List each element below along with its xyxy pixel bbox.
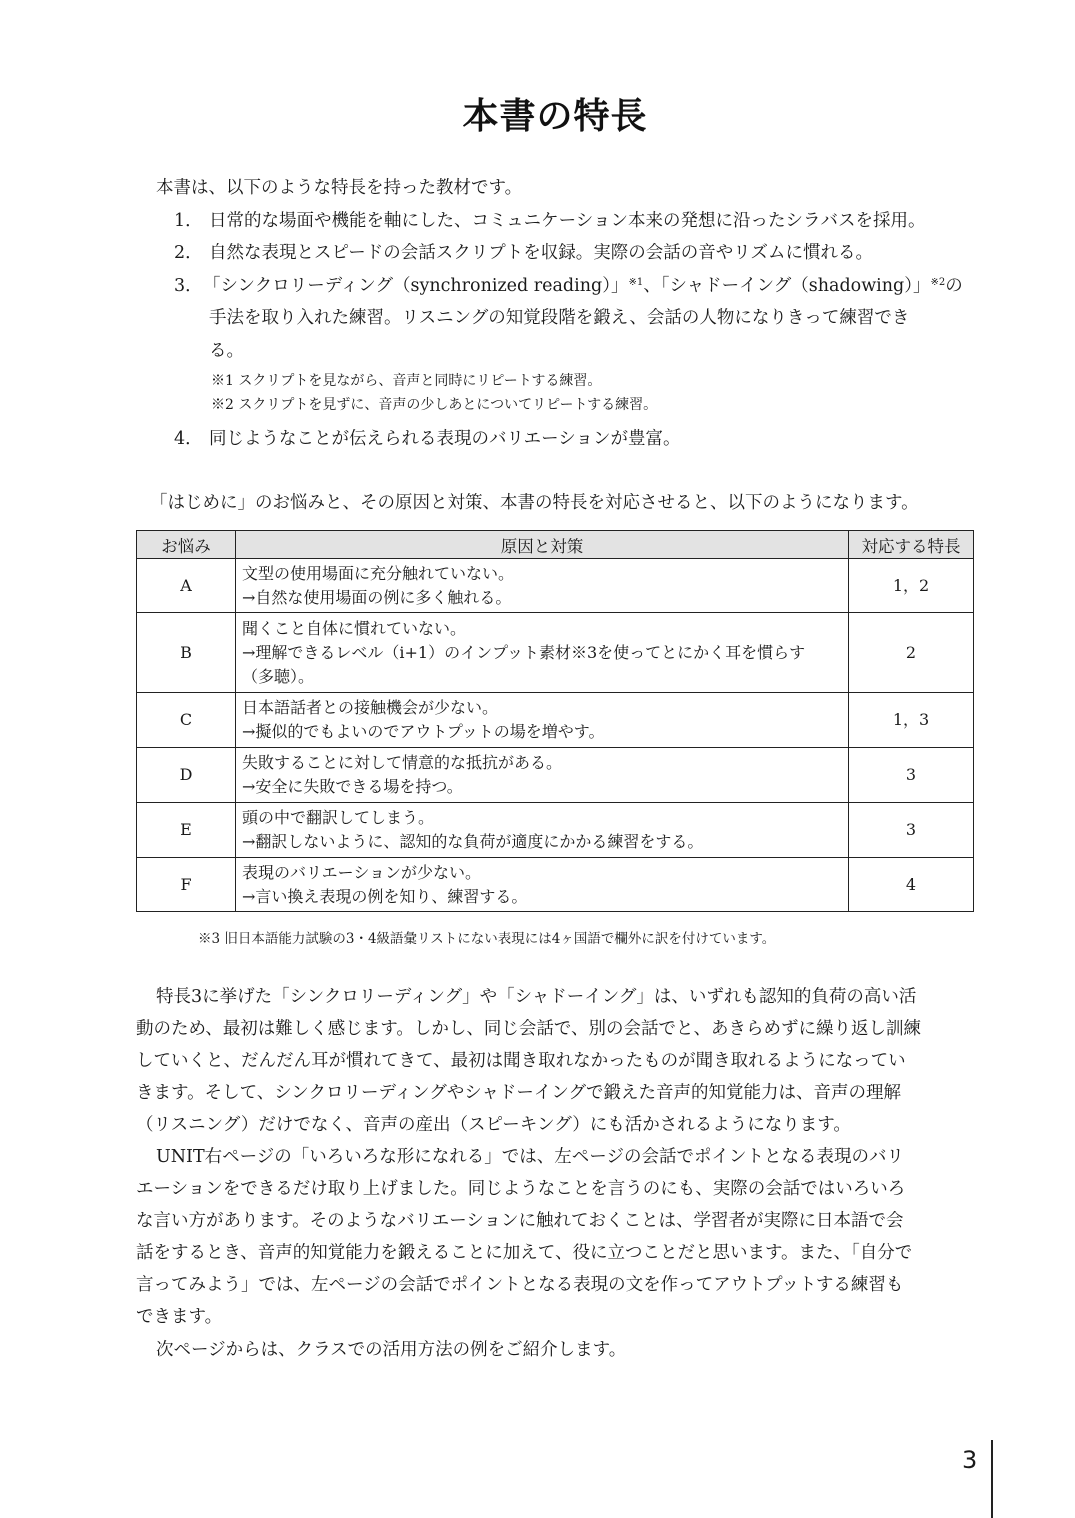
table-intro: 「はじめに」のお悩みと、その原因と対策、本書の特長を対応させると、以下のようになります。 bbox=[150, 493, 919, 513]
row-cause bbox=[236, 748, 849, 803]
feature-number-3: 3． bbox=[174, 276, 203, 296]
intro-text: 本書は、以下のような特長を持った教材です。 bbox=[156, 178, 523, 198]
footnote-ref-1: ※1 bbox=[628, 277, 644, 288]
feature-3-part-b: 、「シャドーイング（shadowing）」 bbox=[643, 276, 931, 296]
row-cause bbox=[236, 559, 849, 613]
body-line-1: 特長3に挙げた「シンクロリーディング」や「シャドーイング」は、いずれも認知的負荷の高い活 bbox=[156, 987, 917, 1007]
cause-line: 失敗することに対して情意的な抵抗がある。 bbox=[242, 753, 563, 772]
header-feature: 対応する特長 bbox=[849, 531, 974, 559]
table-row bbox=[137, 748, 974, 803]
body-line-10: 言ってみよう」では、左ページの会話でポイントとなる表現の文を作ってアウトプットする練習も bbox=[136, 1275, 904, 1295]
feature-text-3-line2: 手法を取り入れた練習。リスニングの知覚段階を鍛え、会話の人物になりきって練習でき bbox=[209, 308, 910, 328]
row-features: 4 bbox=[849, 858, 974, 912]
cause-line: 頭の中で翻訳してしまう。 bbox=[242, 808, 435, 827]
feature-number-4: 4． bbox=[174, 429, 203, 449]
feature-number-1: 1． bbox=[174, 211, 203, 231]
body-line-11: できます。 bbox=[136, 1307, 223, 1327]
table-header-row bbox=[137, 531, 974, 559]
row-features: 1，2 bbox=[849, 559, 974, 613]
cause-line: 表現のバリエーションが少ない。 bbox=[242, 862, 482, 882]
table-row bbox=[137, 858, 974, 912]
page-title: 本書の特長 bbox=[462, 96, 648, 137]
measure-line: →翻訳しないように、認知的な負荷が適度にかかる練習をする。 bbox=[242, 832, 704, 851]
row-key: A bbox=[137, 559, 236, 613]
footnote-ref-2: ※2 bbox=[930, 277, 946, 288]
cause-line: 文型の使用場面に充分触れていない。 bbox=[242, 563, 515, 583]
body-line-4: きます。そして、シンクロリーディングやシャドーイングで鍛えた音声的知覚能力は、音声の理解 bbox=[136, 1083, 902, 1103]
measure-line: →擬似的でもよいのでアウトプットの場を増やす。 bbox=[242, 722, 605, 741]
row-key: D bbox=[137, 748, 236, 803]
row-key: C bbox=[137, 693, 236, 748]
body-line-5: （リスニング）だけでなく、音声の産出（スピーキング）にも活かされるようになります。 bbox=[136, 1115, 851, 1135]
feature-number-2: 2． bbox=[174, 243, 203, 263]
page-number-rule bbox=[991, 1440, 993, 1518]
table-row bbox=[137, 803, 974, 858]
body-line-6: UNIT右ページの「いろいろな形になれる」では、左ページの会話でポイントとなる表現のバリ bbox=[156, 1147, 904, 1167]
body-line-7: エーションをできるだけ取り上げました。同じようなことを言うのにも、実際の会話ではいろいろ bbox=[136, 1179, 906, 1199]
body-line-9: 話をするとき、音声的知覚能力を鍛えることに加えて、役に立つことだと思います。また、「自分で bbox=[136, 1243, 913, 1263]
feature-text-3-line1 bbox=[203, 274, 963, 298]
row-cause bbox=[236, 858, 849, 912]
feature-text-2: 自然な表現とスピードの会話スクリプトを収録。実際の会話の音やリズムに慣れる。 bbox=[209, 243, 873, 263]
feature-text-1: 日常的な場面や機能を軸にした、コミュニケーション本来の発想に沿ったシラバスを採用。 bbox=[209, 211, 926, 231]
row-features: 3 bbox=[849, 803, 974, 858]
row-cause bbox=[236, 613, 849, 693]
body-line-2: 動のため、最初は難しく感じます。しかし、同じ会話で、別の会話でと、あきらめずに繰り返し訓練 bbox=[136, 1019, 922, 1039]
row-features: 2 bbox=[849, 613, 974, 693]
body-line-12: 次ページからは、クラスでの活用方法の例をご紹介します。 bbox=[156, 1340, 627, 1360]
cause-line: 聞くこと自体に慣れていない。 bbox=[242, 618, 467, 638]
row-key: F bbox=[137, 858, 236, 912]
table-row bbox=[137, 693, 974, 748]
table-row bbox=[137, 559, 974, 613]
cause-line: 日本語話者との接触機会が少ない。 bbox=[242, 698, 499, 717]
body-line-3: していくと、だんだん耳が慣れてきて、最初は聞き取れなかったものが聞き取れるようになってい bbox=[136, 1051, 906, 1071]
feature-text-3-line3: る。 bbox=[209, 341, 244, 361]
feature-table bbox=[136, 530, 974, 912]
measure-line-cont: （多聴）。 bbox=[242, 666, 315, 686]
table-footnote: ※3 旧日本語能力試験の3・4級語彙リストにない表現には4ヶ国語で欄外に訳を付けています。 bbox=[198, 931, 776, 947]
row-key: E bbox=[137, 803, 236, 858]
note-1: ※1 スクリプトを見ながら、音声と同時にリピートする練習。 bbox=[211, 373, 602, 389]
row-features: 3 bbox=[849, 748, 974, 803]
page-number: 3 bbox=[962, 1446, 978, 1474]
feature-3-part-c: の bbox=[945, 276, 963, 296]
note-2: ※2 スクリプトを見ずに、音声の少しあとについてリピートする練習。 bbox=[211, 397, 658, 413]
measure-line: →安全に失敗できる場を持つ。 bbox=[242, 777, 463, 796]
body-line-8: な言い方があります。そのようなバリエーションに触れておくことは、学習者が実際に日本語で会 bbox=[136, 1211, 904, 1231]
feature-3-part-a: 「シンクロリーディング（synchronized reading）」 bbox=[203, 276, 629, 296]
row-cause bbox=[236, 803, 849, 858]
header-cause: 原因と対策 bbox=[236, 531, 849, 559]
row-key: B bbox=[137, 613, 236, 693]
measure-line: →自然な使用場面の例に多く触れる。 bbox=[242, 587, 512, 607]
header-concern: お悩み bbox=[137, 531, 236, 559]
measure-line: →言い換え表現の例を知り、練習する。 bbox=[242, 886, 528, 906]
row-cause bbox=[236, 693, 849, 748]
feature-text-4: 同じようなことが伝えられる表現のバリエーションが豊富。 bbox=[209, 429, 681, 449]
table-row bbox=[137, 613, 974, 693]
measure-line: →理解できるレベル（i+1）のインプット素材※3を使ってとにかく耳を慣らす bbox=[242, 642, 806, 662]
row-features: 1，3 bbox=[849, 693, 974, 748]
